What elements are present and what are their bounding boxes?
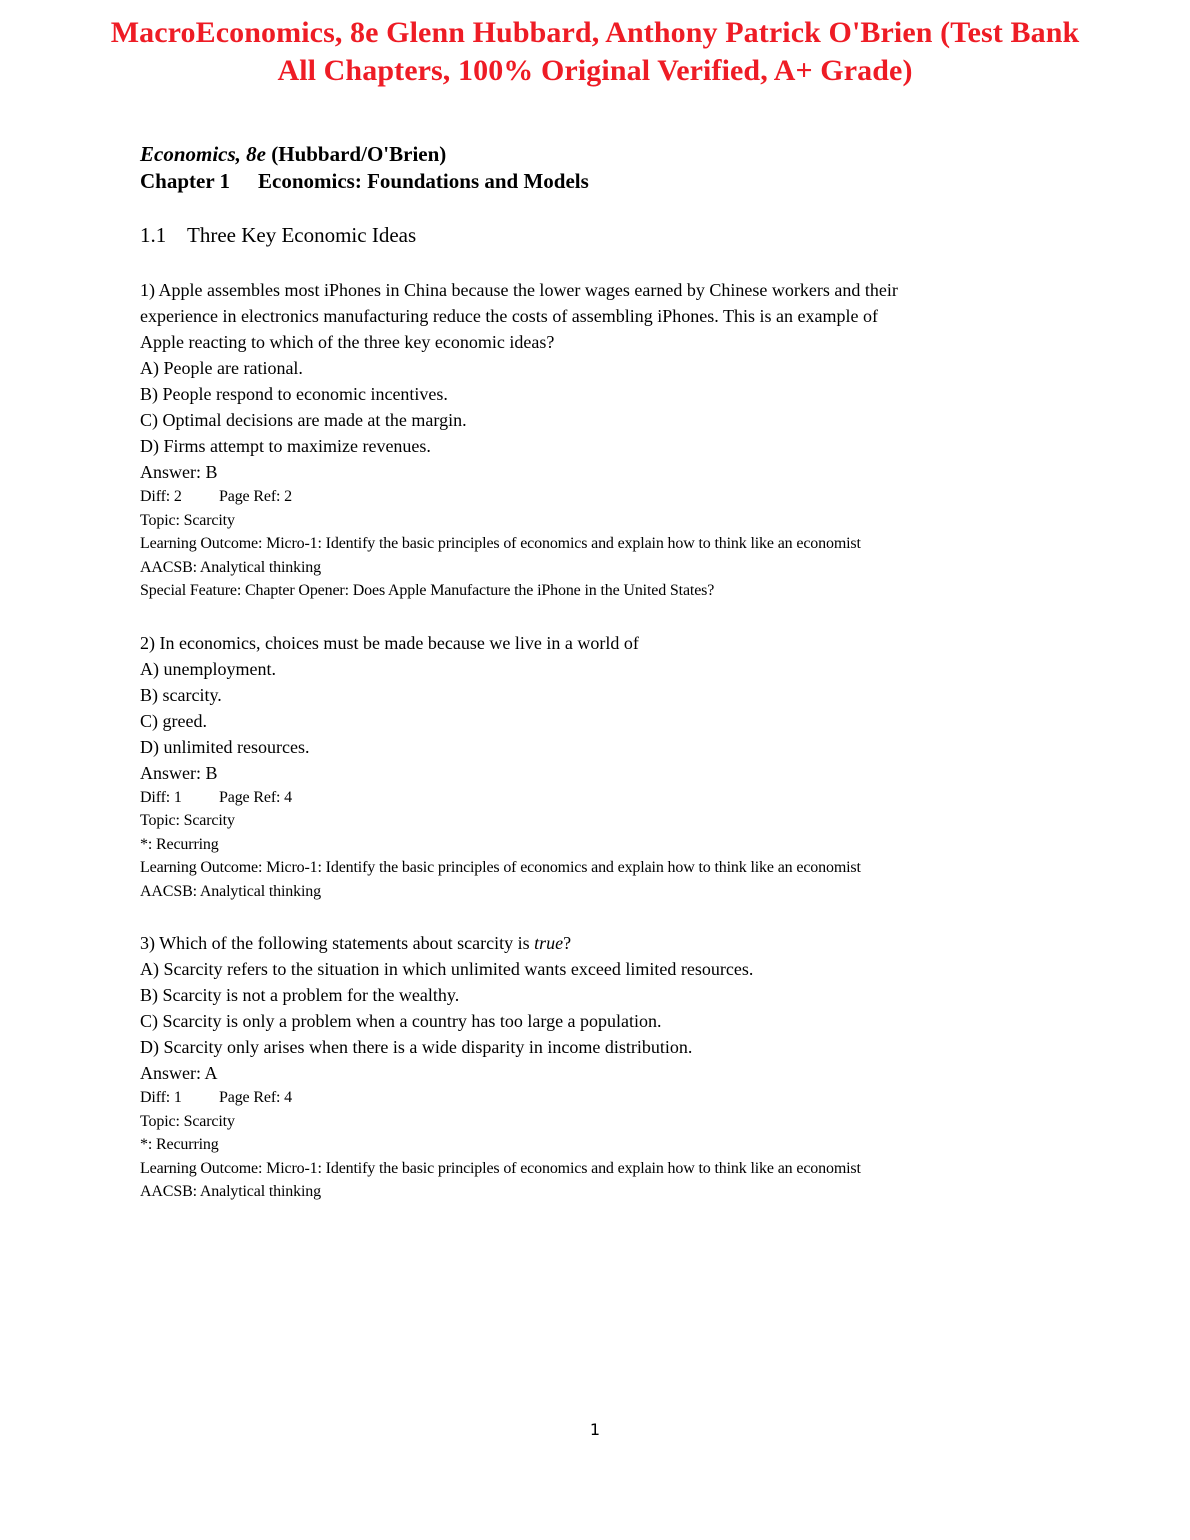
topic: Topic: Scarcity xyxy=(140,1112,235,1130)
chapter-label: Chapter 1 xyxy=(140,169,231,193)
difficulty-page-ref xyxy=(140,1086,1120,1110)
learning-outcome: Learning Outcome: Micro-1: Identify the basic principles of economics and explain how to think like an economist xyxy=(140,535,861,552)
difficulty: Diff: 2 xyxy=(140,488,182,505)
question-stem-emphasis: true xyxy=(534,933,564,953)
topic: Topic: Scarcity xyxy=(140,812,235,829)
difficulty: Diff: 1 xyxy=(140,1089,182,1106)
banner-line-1: MacroEconomics, 8e Glenn Hubbard, Anthony Patrick O'Brien (Test Bank xyxy=(110,16,1080,49)
page-ref: Page Ref: 4 xyxy=(219,788,292,806)
answer: Answer: A xyxy=(140,1063,218,1083)
book-title-italic: Economics, 8e xyxy=(140,142,266,166)
option-d: D) Firms attempt to maximize revenues. xyxy=(140,436,431,456)
topic: Topic: Scarcity xyxy=(140,511,235,529)
answer: Answer: B xyxy=(140,462,218,482)
section-name: Three Key Economic Ideas xyxy=(187,223,417,247)
option-c: C) Scarcity is only a problem when a country has too large a population. xyxy=(140,1011,662,1031)
option-d: D) Scarcity only arises when there is a wide disparity in income distribution. xyxy=(140,1037,693,1057)
banner-line-2: All Chapters, 100% Original Verified, A+ Grade) xyxy=(277,54,913,87)
recurring: *: Recurring xyxy=(140,835,219,853)
special-feature: Special Feature: Chapter Opener: Does Apple Manufacture the iPhone in the United States? xyxy=(140,582,715,599)
option-a: A) unemployment. xyxy=(140,658,276,679)
question-1 xyxy=(140,277,1120,603)
option-d: D) unlimited resources. xyxy=(140,736,310,757)
option-b: B) Scarcity is not a problem for the wealthy. xyxy=(140,985,460,1005)
option-c: C) greed. xyxy=(140,710,207,731)
aacsb: AACSB: Analytical thinking xyxy=(140,1183,321,1200)
question-stem-line: experience in electronics manufacturing reduce the costs of assembling iPhones. This is an example of xyxy=(140,306,878,326)
learning-outcome: Learning Outcome: Micro-1: Identify the basic principles of economics and explain how to think like an economist xyxy=(140,1159,861,1177)
answer: Answer: B xyxy=(140,762,218,783)
option-b: B) scarcity. xyxy=(140,684,222,705)
page-number: 1 xyxy=(589,1420,601,1439)
page-ref: Page Ref: 4 xyxy=(219,1089,292,1106)
book-title xyxy=(140,141,1120,168)
recurring: *: Recurring xyxy=(140,1136,219,1153)
aacsb: AACSB: Analytical thinking xyxy=(140,558,321,576)
question-stem-line: 1) Apple assembles most iPhones in China because the lower wages earned by Chinese workers and their xyxy=(140,280,898,300)
document-banner xyxy=(0,14,1190,90)
question-stem xyxy=(140,930,1120,956)
option-a: A) People are rational. xyxy=(140,358,303,378)
question-3 xyxy=(140,930,1120,1204)
page-ref: Page Ref: 2 xyxy=(219,488,292,505)
option-b: B) People respond to economic incentives. xyxy=(140,384,448,404)
option-c: C) Optimal decisions are made at the margin. xyxy=(140,410,467,430)
section-number: 1.1 xyxy=(140,223,167,247)
aacsb: AACSB: Analytical thinking xyxy=(140,882,321,900)
book-authors: (Hubbard/O'Brien) xyxy=(271,142,447,166)
question-2 xyxy=(140,630,1120,904)
question-stem-end: ? xyxy=(563,933,572,953)
learning-outcome: Learning Outcome: Micro-1: Identify the basic principles of economics and explain how to think like an economist xyxy=(140,859,861,876)
difficulty-page-ref xyxy=(140,485,1120,509)
option-a: A) Scarcity refers to the situation in which unlimited wants exceed limited resources. xyxy=(140,959,754,979)
section-heading xyxy=(140,221,1120,249)
document-body xyxy=(140,141,1120,1204)
chapter-title xyxy=(140,168,1120,195)
question-stem-text: 3) Which of the following statements about scarcity is xyxy=(140,933,535,953)
difficulty-page-ref xyxy=(140,786,1120,810)
chapter-name: Economics: Foundations and Models xyxy=(258,169,589,193)
question-stem: 2) In economics, choices must be made because we live in a world of xyxy=(140,632,639,653)
difficulty: Diff: 1 xyxy=(140,788,182,806)
question-stem-line: Apple reacting to which of the three key economic ideas? xyxy=(140,332,555,352)
